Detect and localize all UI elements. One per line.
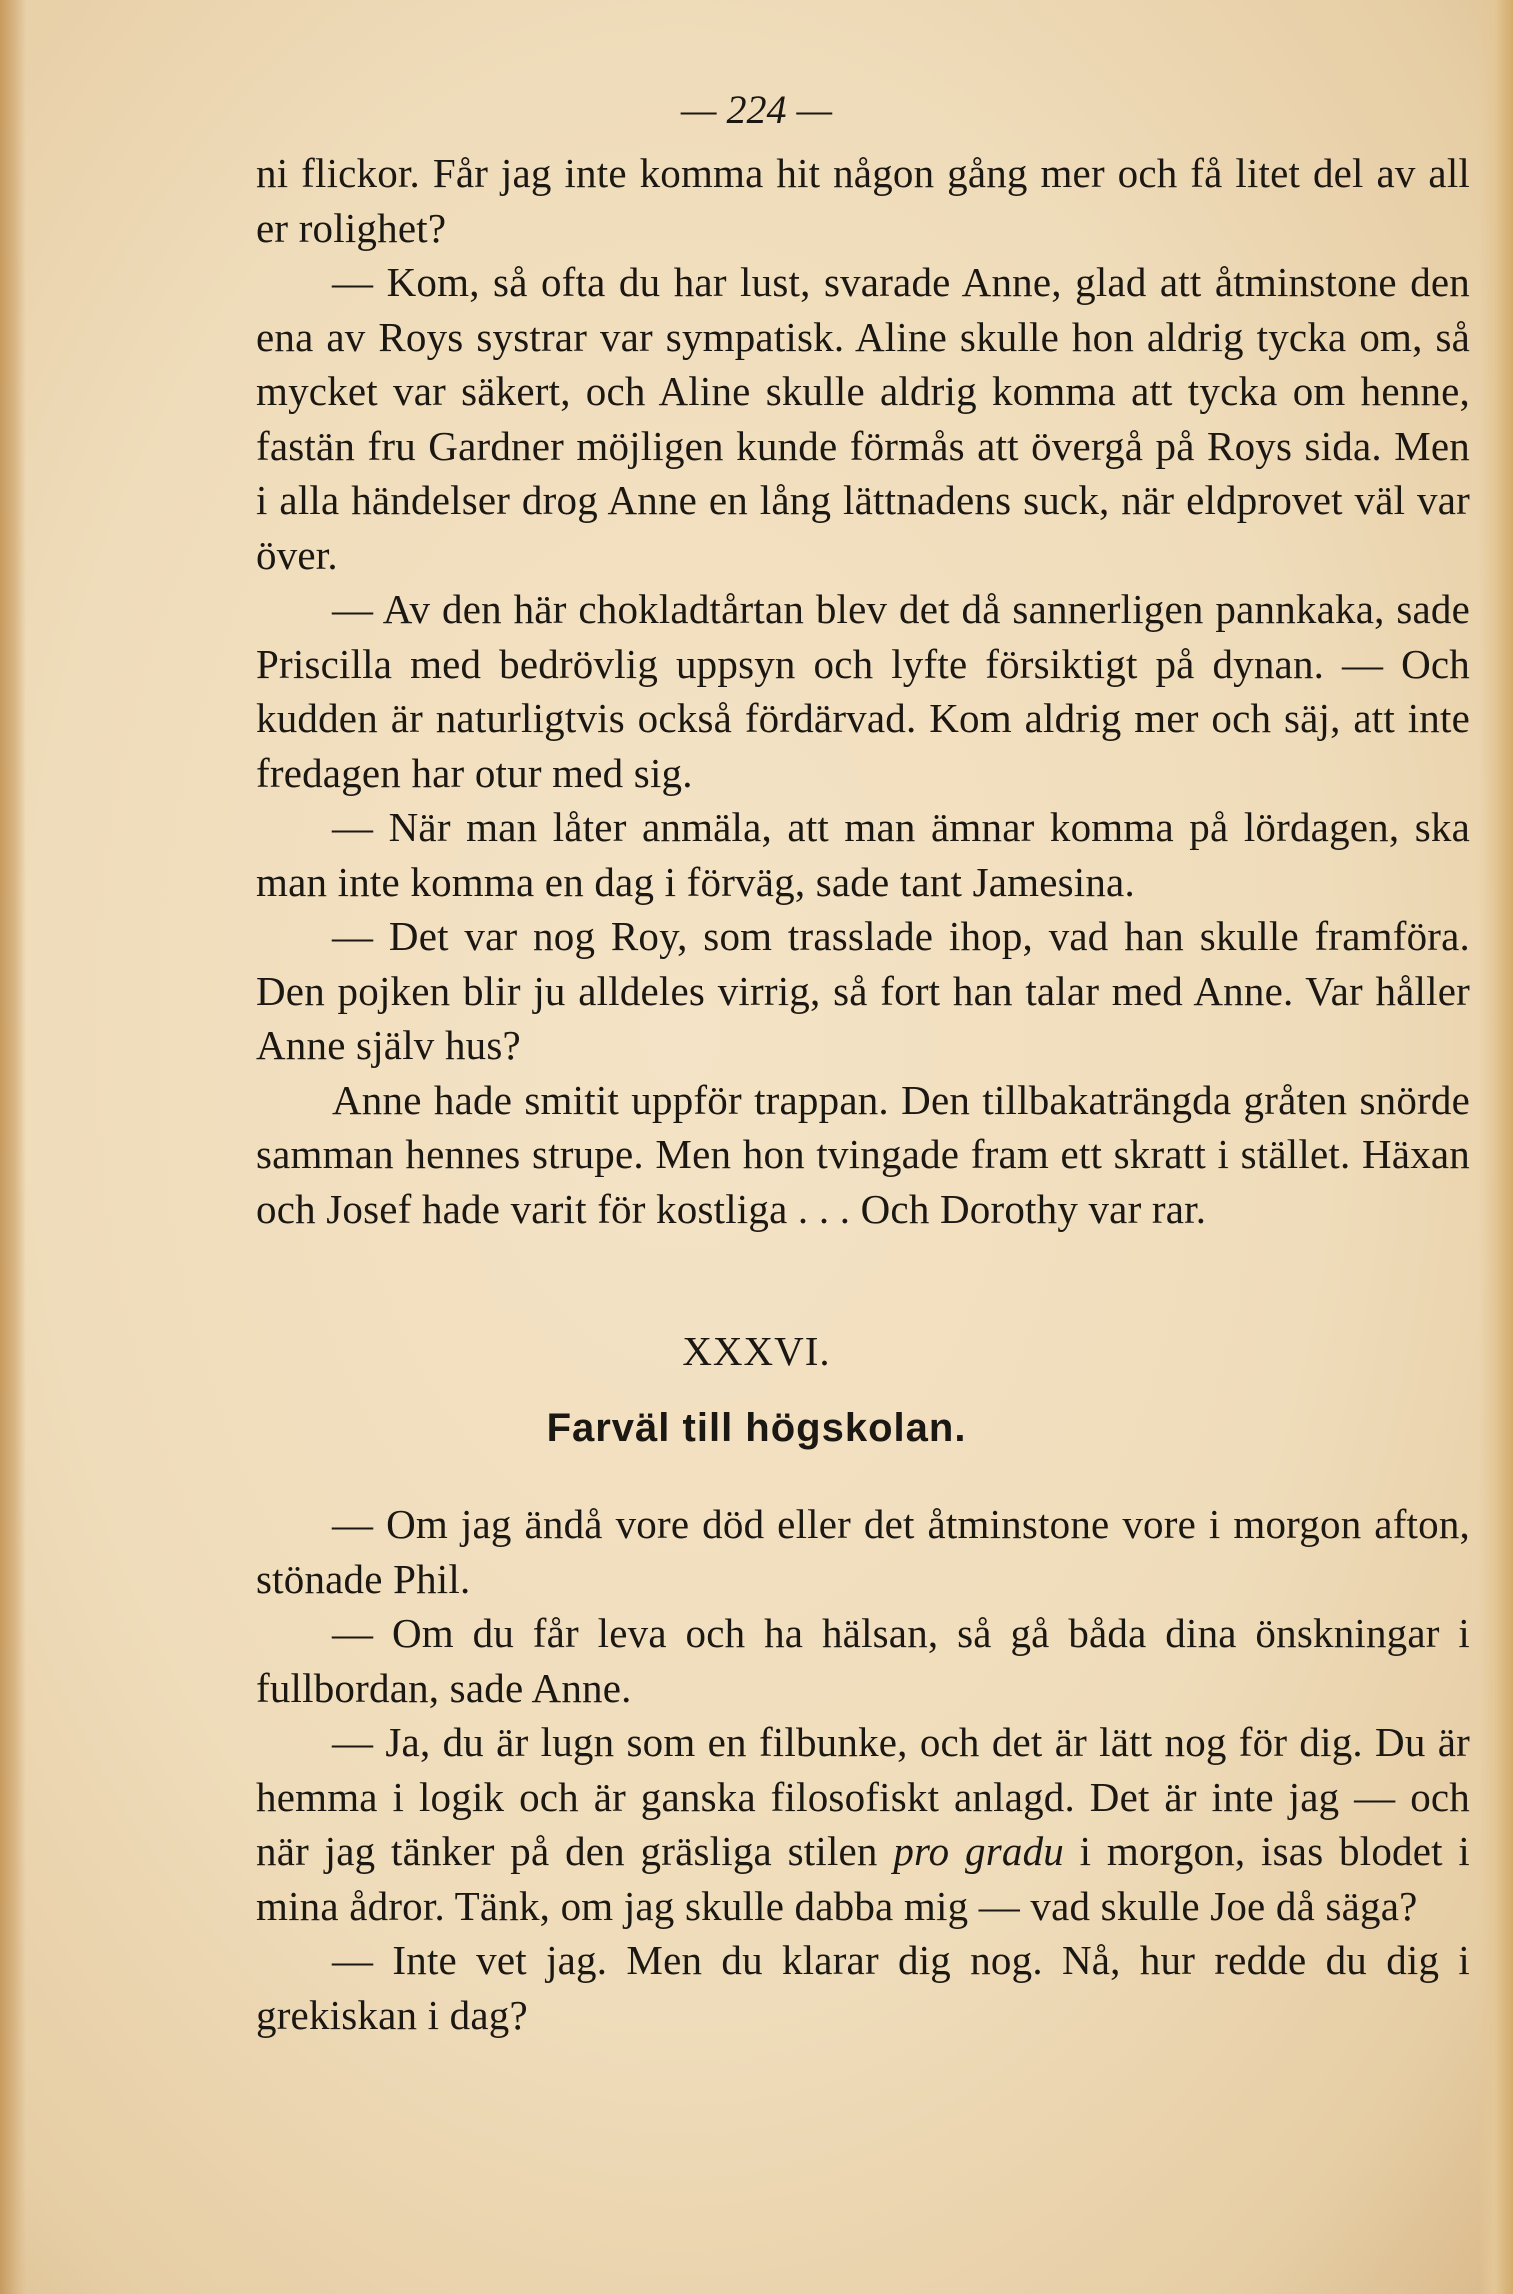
chapter-number: XXXVI. [682, 1328, 831, 1374]
paragraph: Anne hade smitit uppför trappan. Den tillbakaträngda gråten snörde samman hennes strupe. Men hon tvingade fram ett skratt i stället. Häxan och Josef hade varit för kostliga . . . Och Dorothy var rar. [256, 1076, 1470, 1232]
page-edge-shadow [1479, 0, 1513, 2294]
paragraph: — Inte vet jag. Men du klarar dig nog. Nå, hur redde du dig i grekiskan i dag? [256, 1937, 1470, 2038]
paragraph: — Om du får leva och ha hälsan, så gå båda dina önskningar i fullbordan, sade Anne. [256, 1610, 1470, 1711]
paragraph [256, 1715, 1470, 1933]
paragraph: — När man låter anmäla, att man ämnar komma på lördagen, ska man inte komma en dag i förväg, sade tant Jamesina. [256, 804, 1470, 905]
paragraph: — Det var nog Roy, som trasslade ihop, vad han skulle framföra. Den pojken blir ju alldeles virrig, så fort han talar med Anne. Var håller Anne själv hus? [256, 913, 1470, 1068]
paragraph-text: — Ja, du är lugn som en filbunke, och det är lätt nog för dig. Du är hemma i logik och är ganska filosofiskt anlagd. Det är inte jag — och när jag tänker på den gräsliga stilen [256, 1719, 1470, 1874]
italic-term: pro gradu [893, 1828, 1064, 1874]
paragraph-text: i morgon, isas blodet i mina ådror. Tänk, om jag skulle dabba mig — vad skulle Joe då säga? [256, 1828, 1470, 1929]
text-section-2 [256, 1497, 1470, 2042]
paragraph: ni flickor. Får jag inte komma hit någon gång mer och få litet del av all er rolighet? [256, 150, 1470, 251]
text-section-1 [256, 146, 1470, 1236]
page-number: — 224 — [680, 87, 833, 132]
paragraph: — Kom, så ofta du har lust, svarade Anne, glad att åtminstone den ena av Roys systrar var sympatisk. Aline skulle hon aldrig tycka om, så mycket var säkert, och Aline skulle aldrig komma att tycka om henne, fastän fru Gardner möjligen kunde förmås att övergå på Roys sida. Men i alla händelser drog Anne en lång lättnadens suck, när eldprovet väl var över. [256, 259, 1470, 578]
paragraph: — Om jag ändå vore död eller det åtminstone vore i morgon afton, stönade Phil. [256, 1501, 1470, 1602]
page-gutter-shadow [0, 0, 26, 2294]
chapter-title: Farväl till högskolan. [546, 1406, 967, 1450]
paragraph: — Av den här chokladtårtan blev det då sannerligen pannkaka, sade Priscilla med bedrövlig uppsyn och lyfte försiktigt på dynan. — Och kudden är naturligtvis också fördärvad. Kom aldrig mer och säj, att inte fredagen har otur med sig. [256, 586, 1470, 796]
